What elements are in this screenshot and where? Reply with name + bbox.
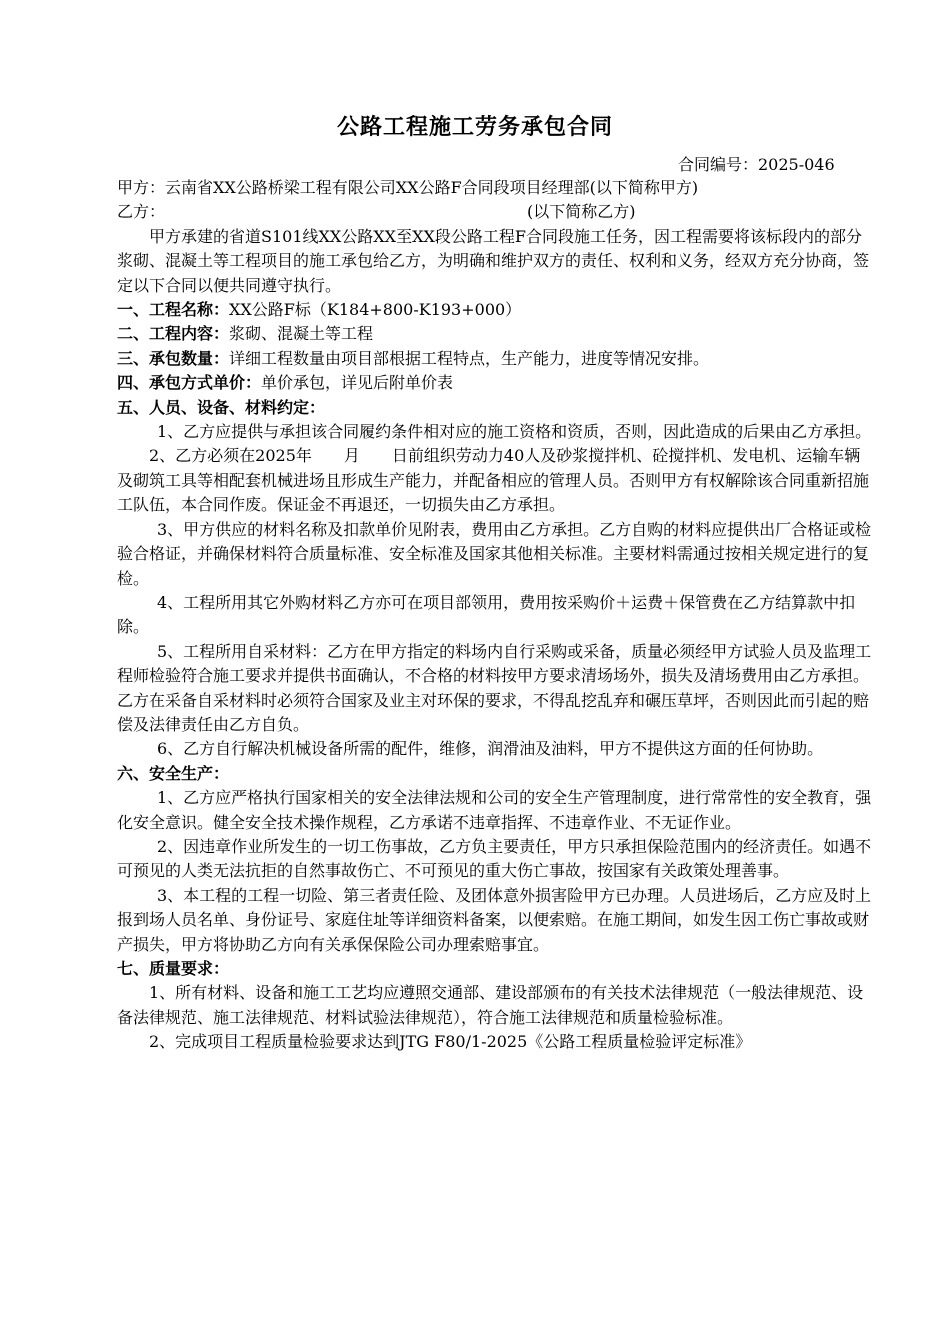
section-6-heading: 六、安全生产： [117, 763, 230, 783]
section-4 [117, 371, 872, 395]
section-5-item: 4、工程所用其它外购材料乙方亦可在项目部领用，费用按采购价＋运费＋保管费在乙方结算款中扣除。 [117, 592, 856, 637]
section-5-item: 5、工程所用自采材料：乙方在甲方指定的料场内自行采购或采备，质量必须经甲方试验人员及监理工程师检验符合施工要求并提供书面确认，不合格的材料按甲方要求清场场外，损失及清场费用由乙方承担。乙方在采备自采材料时必须符合国家及业主对环保的要求，不得乱挖乱弃和碾压草坪，否则因此而引起的赔偿及法律责任由乙方自负。 [117, 641, 872, 734]
section-3-text: 详细工程数量由项目部根据工程特点，生产能力，进度等情况安排。 [229, 348, 710, 368]
section-1-heading: 一、工程名称： [117, 300, 230, 320]
section-3 [117, 347, 872, 371]
section-1 [117, 298, 872, 322]
party-b-label: 乙方： [117, 202, 166, 222]
section-6-item: 3、本工程的工程一切险、第三者责任险、及团体意外损害险甲方已办理。人员进场后，乙方应及时上报到场人员名单、身份证号、家庭住址等详细资料备案，以便索赔。在施工期间，如发生因工伤亡事故或财产损失，甲方将协助乙方向有关承保保险公司办理索赔事宜。 [117, 885, 872, 954]
section-1-text: XX公路F标（K184+800-K193+000） [229, 300, 522, 320]
section-7-heading: 七、质量要求： [117, 959, 230, 978]
party-b [117, 200, 872, 224]
section-2-heading: 二、工程内容： [117, 324, 230, 344]
intro-paragraph: 甲方承建的省道S101线XX公路XX至XX段公路工程F合同段施工任务，因工程需要将该标段内的部分浆砌、混凝土等工程项目的施工承包给乙方，为明确和维护双方的责任、权利和义务，经双方充分协商，签定以下合同以便共同遵守执行。 [117, 226, 870, 295]
section-5-item: 1、乙方应提供与承担该合同履约条件相对应的施工资格和资质，否则，因此造成的后果由乙方承担。 [157, 422, 872, 442]
section-6-item: 2、因违章作业所发生的一切工伤事故，乙方负主要责任，甲方只承担保险范围内的经济责任。如遇不可预见的人类无法抗拒的自然事故伤亡、不可预见的重大伤亡事故，按国家有关政策处理善事。 [117, 836, 872, 881]
section-7-item: 1、所有材料、设备和施工工艺均应遵照交通部、建设部颁布的有关技术法律规范（一般法律规范、设备法律规范、施工法律规范、材料试验法律规范），符合施工法律规范和质量检验标准。 [117, 983, 864, 1027]
contract-number: 合同编号：2025-046 [678, 155, 835, 174]
section-3-heading: 三、承包数量： [117, 348, 230, 368]
section-5-heading: 五、人员、设备、材料约定： [117, 397, 326, 417]
section-4-heading: 四、承包方式单价： [117, 373, 262, 393]
section-5-item: 2、乙方必须在2025年 月 日前组织劳动力40人及砂浆搅拌机、砼搅拌机、发电机、运输车辆及砌筑工具等相配套机械进场且形成生产能力，并配备相应的管理人员。否则甲方有权解除该合同重新招施工队伍，本合同作废。保证金不再退还，一切损失由乙方承担。 [117, 446, 870, 515]
party-a: 甲方：云南省XX公路桥梁工程有限公司XX公路F合同段项目经理部(以下简称甲方) [117, 178, 699, 197]
section-7-item: 2、完成项目工程质量检验要求达到JTG F80/1-2025《公路工程质量检验评定标准》 [149, 1032, 752, 1052]
section-5-item: 3、甲方供应的材料名称及扣款单价见附表，费用由乙方承担。乙方自购的材料应提供出厂合格证或检验合格证，并确保材料符合质量标准、安全标准及国家其他相关标准。主要材料需通过按相关规定进行的复检。 [117, 519, 872, 588]
section-2 [117, 322, 872, 346]
party-b-suffix: (以下简称乙方) [527, 202, 636, 222]
document-title: 公路工程施工劳务承包合同 [336, 114, 613, 140]
section-2-text: 浆砌、混凝土等工程 [229, 324, 374, 344]
section-5-item: 6、乙方自行解决机械设备所需的配件，维修，润滑油及油料，甲方不提供这方面的任何协助。 [157, 739, 824, 759]
document-body [117, 176, 872, 1055]
section-4-text: 单价承包，详见后附单价表 [261, 373, 454, 393]
party-b-blank [165, 200, 527, 224]
section-6-item: 1、乙方应严格执行国家相关的安全法律法规和公司的安全生产管理制度，进行常常性的安全教育，强化安全意识。健全安全技术操作规程，乙方承诺不违章指挥、不违章作业、不无证作业。 [117, 788, 872, 832]
